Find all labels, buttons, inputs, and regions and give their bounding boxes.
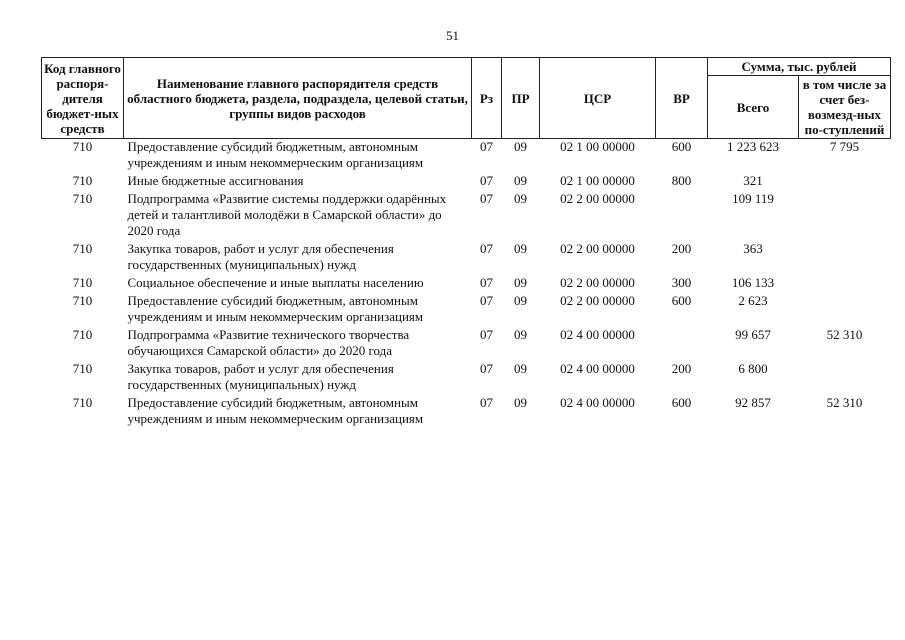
cell-rz: 07	[480, 327, 493, 342]
cell-code: 710	[72, 293, 93, 308]
cell-incl	[799, 190, 891, 240]
header-code: Код главного распоря-дителя бюджет-ных средств	[42, 58, 124, 139]
cell-rz: 07	[480, 395, 493, 410]
table-body	[42, 139, 891, 429]
cell-incl: 52 310	[826, 395, 863, 410]
header-vr: ВР	[656, 58, 708, 139]
header-sum-group: Сумма, тыс. рублей	[708, 58, 891, 76]
cell-pr: 09	[514, 395, 527, 410]
cell-rz: 07	[480, 139, 493, 154]
cell-pr: 09	[514, 173, 527, 188]
cell-pr: 09	[514, 327, 527, 342]
cell-total: 6 800	[738, 361, 768, 376]
cell-rz: 07	[480, 275, 493, 290]
cell-rz: 07	[480, 241, 493, 256]
cell-incl: 7 795	[829, 139, 860, 154]
table-row	[42, 190, 891, 240]
cell-rz: 07	[480, 293, 493, 308]
cell-incl	[799, 360, 891, 394]
cell-total: 321	[743, 173, 763, 188]
table-header	[42, 58, 891, 139]
cell-incl	[799, 274, 891, 292]
cell-csr: 02 4 00 00000	[560, 361, 635, 376]
table-row	[42, 394, 891, 428]
table-row	[42, 139, 891, 173]
cell-csr: 02 2 00 00000	[560, 241, 635, 256]
table-row	[42, 360, 891, 394]
cell-code: 710	[72, 327, 93, 342]
table-row	[42, 292, 891, 326]
cell-csr: 02 4 00 00000	[560, 327, 635, 342]
cell-csr: 02 2 00 00000	[560, 275, 635, 290]
cell-name: Предоставление субсидий бюджетным, автономным учреждениям и иным некоммерческим организациям	[127, 139, 424, 170]
cell-code: 710	[72, 191, 93, 206]
cell-total: 1 223 623	[727, 139, 779, 154]
cell-vr: 300	[671, 275, 692, 290]
header-pr: ПР	[502, 58, 540, 139]
cell-incl: 52 310	[826, 327, 863, 342]
page-number: 51	[446, 28, 459, 43]
cell-pr: 09	[514, 293, 527, 308]
table-row	[42, 172, 891, 190]
cell-rz: 07	[480, 361, 493, 376]
cell-code: 710	[72, 275, 93, 290]
cell-vr: 200	[671, 361, 692, 376]
cell-csr: 02 2 00 00000	[560, 191, 635, 206]
cell-total: 106 133	[731, 275, 775, 290]
cell-code: 710	[72, 241, 93, 256]
table-row	[42, 274, 891, 292]
cell-pr: 09	[514, 191, 527, 206]
header-incl: в том числе за счет без-возмезд-ных по-ступлений	[799, 76, 891, 139]
header-csr: ЦСР	[540, 58, 656, 139]
cell-pr: 09	[514, 241, 527, 256]
cell-name: Иные бюджетные ассигнования	[127, 173, 304, 188]
budget-table	[41, 57, 891, 428]
cell-total: 363	[743, 241, 763, 256]
cell-vr: 600	[671, 293, 692, 308]
cell-rz: 07	[480, 173, 493, 188]
cell-code: 710	[72, 395, 93, 410]
cell-pr: 09	[514, 275, 527, 290]
cell-incl	[799, 172, 891, 190]
cell-incl	[799, 292, 891, 326]
cell-total: 109 119	[732, 191, 774, 206]
header-rz: Рз	[472, 58, 502, 139]
header-name: Наименование главного распорядителя средств областного бюджета, раздела, подраздела, целевой статьи, группы видов расходов	[124, 58, 472, 139]
cell-incl	[799, 240, 891, 274]
cell-csr: 02 1 00 00000	[560, 173, 635, 188]
cell-name: Предоставление субсидий бюджетным, автономным учреждениям и иным некоммерческим организациям	[127, 395, 424, 426]
cell-name: Закупка товаров, работ и услуг для обеспечения государственных (муниципальных) нужд	[127, 361, 394, 392]
cell-csr: 02 2 00 00000	[560, 293, 635, 308]
cell-code: 710	[72, 173, 93, 188]
cell-name: Социальное обеспечение и иные выплаты населению	[127, 275, 424, 290]
cell-vr	[656, 326, 708, 360]
cell-csr: 02 4 00 00000	[560, 395, 635, 410]
cell-total: 2 623	[738, 293, 768, 308]
header-total: Всего	[708, 76, 799, 139]
cell-vr	[656, 190, 708, 240]
cell-csr: 02 1 00 00000	[560, 139, 635, 154]
cell-vr: 800	[671, 173, 692, 188]
cell-code: 710	[72, 361, 93, 376]
cell-vr: 200	[671, 241, 692, 256]
cell-rz: 07	[480, 191, 493, 206]
cell-vr: 600	[671, 395, 692, 410]
cell-pr: 09	[514, 361, 527, 376]
cell-name: Предоставление субсидий бюджетным, автономным учреждениям и иным некоммерческим организациям	[127, 293, 424, 324]
cell-name: Подпрограмма «Развитие технического творчества обучающихся Самарской области» до 2020 года	[127, 327, 410, 358]
cell-pr: 09	[514, 139, 527, 154]
table-row	[42, 240, 891, 274]
cell-total: 92 857	[735, 395, 771, 410]
cell-vr: 600	[671, 139, 692, 154]
cell-name: Подпрограмма «Развитие системы поддержки одарённых детей и талантливой молодёжи в Самарской области» до 2020 года	[127, 191, 447, 238]
cell-name: Закупка товаров, работ и услуг для обеспечения государственных (муниципальных) нужд	[127, 241, 394, 272]
cell-code: 710	[72, 139, 93, 154]
cell-total: 99 657	[735, 327, 771, 342]
table-row	[42, 326, 891, 360]
